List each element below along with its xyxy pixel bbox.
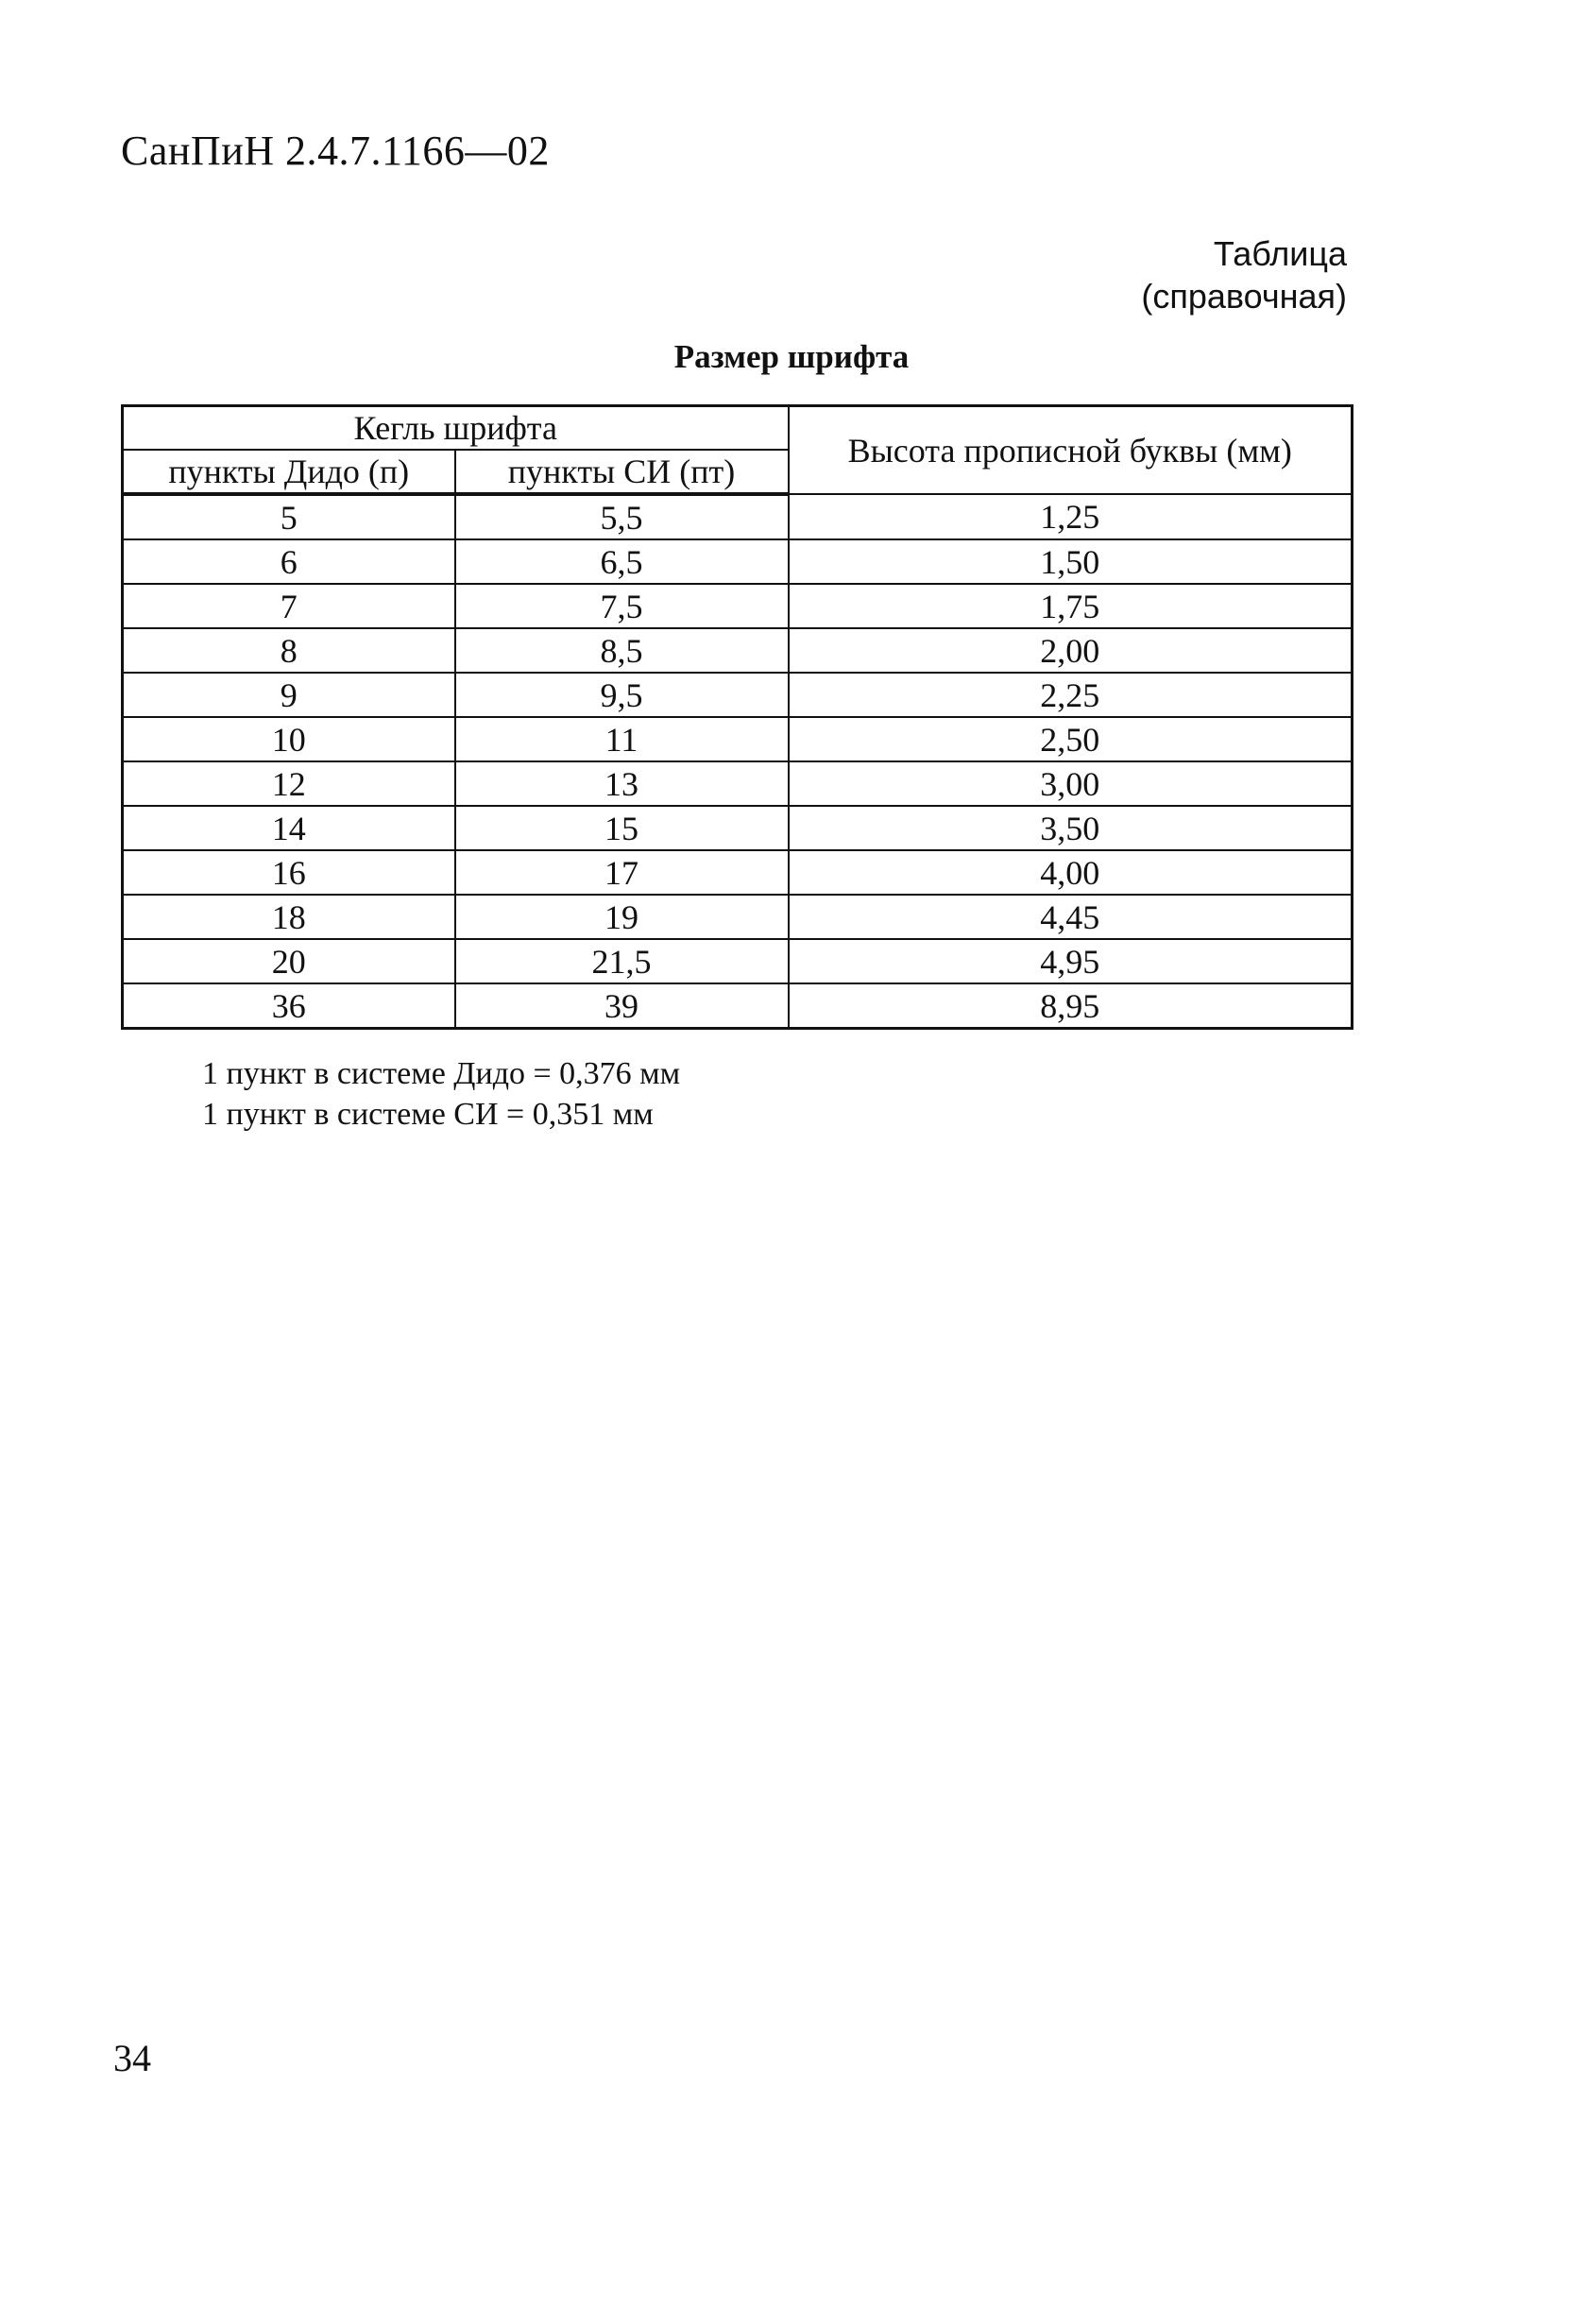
cell-si-points: 9,5 bbox=[455, 673, 789, 717]
cell-si-points: 7,5 bbox=[455, 584, 789, 628]
table-row bbox=[123, 850, 1353, 895]
cell-dido-points: 9 bbox=[123, 673, 455, 717]
cell-dido-points: 10 bbox=[123, 717, 455, 761]
cell-dido-points: 7 bbox=[123, 584, 455, 628]
table-notes bbox=[202, 1053, 680, 1135]
cell-dido-points: 8 bbox=[123, 628, 455, 673]
header-dido-points: пункты Дидо (п) bbox=[123, 450, 455, 494]
table-row bbox=[123, 983, 1353, 1029]
cell-si-points: 21,5 bbox=[455, 939, 789, 983]
cell-si-points: 19 bbox=[455, 895, 789, 939]
cell-letter-height: 1,50 bbox=[789, 539, 1353, 584]
cell-si-points: 6,5 bbox=[455, 539, 789, 584]
page-number: 34 bbox=[113, 2037, 151, 2079]
cell-si-points: 17 bbox=[455, 850, 789, 895]
cell-dido-points: 14 bbox=[123, 806, 455, 850]
table-label-line1: Таблица bbox=[1213, 234, 1347, 273]
cell-letter-height: 2,25 bbox=[789, 673, 1353, 717]
table-label-line2: (справочная) bbox=[1141, 277, 1347, 316]
table-row bbox=[123, 584, 1353, 628]
cell-dido-points: 36 bbox=[123, 983, 455, 1029]
table-row bbox=[123, 761, 1353, 806]
table-row bbox=[123, 673, 1353, 717]
note-si: 1 пункт в системе СИ = 0,351 мм bbox=[202, 1097, 654, 1132]
table-row bbox=[123, 494, 1353, 539]
cell-dido-points: 18 bbox=[123, 895, 455, 939]
table-label bbox=[1141, 232, 1347, 317]
cell-dido-points: 12 bbox=[123, 761, 455, 806]
cell-letter-height: 4,95 bbox=[789, 939, 1353, 983]
cell-letter-height: 2,50 bbox=[789, 717, 1353, 761]
header-si-points: пункты СИ (пт) bbox=[455, 450, 789, 494]
table-row bbox=[123, 539, 1353, 584]
cell-si-points: 5,5 bbox=[455, 494, 789, 539]
cell-letter-height: 1,75 bbox=[789, 584, 1353, 628]
header-capital-letter-height: Высота прописной буквы (мм) bbox=[789, 406, 1353, 495]
table-row bbox=[123, 806, 1353, 850]
cell-si-points: 11 bbox=[455, 717, 789, 761]
note-dido: 1 пункт в системе Дидо = 0,376 мм bbox=[202, 1056, 681, 1091]
cell-letter-height: 4,00 bbox=[789, 850, 1353, 895]
table-row bbox=[123, 628, 1353, 673]
cell-si-points: 15 bbox=[455, 806, 789, 850]
table-row bbox=[123, 939, 1353, 983]
cell-si-points: 8,5 bbox=[455, 628, 789, 673]
cell-letter-height: 8,95 bbox=[789, 983, 1353, 1029]
cell-dido-points: 5 bbox=[123, 494, 455, 539]
cell-letter-height: 4,45 bbox=[789, 895, 1353, 939]
cell-si-points: 13 bbox=[455, 761, 789, 806]
table-body bbox=[123, 494, 1353, 1029]
table-header-row bbox=[123, 406, 1353, 451]
document-code: СанПиН 2.4.7.1166—02 bbox=[121, 128, 550, 174]
cell-letter-height: 1,25 bbox=[789, 494, 1353, 539]
table-row bbox=[123, 717, 1353, 761]
header-font-size-group: Кегль шрифта bbox=[123, 406, 789, 451]
cell-letter-height: 2,00 bbox=[789, 628, 1353, 673]
cell-dido-points: 16 bbox=[123, 850, 455, 895]
cell-letter-height: 3,50 bbox=[789, 806, 1353, 850]
cell-si-points: 39 bbox=[455, 983, 789, 1029]
table-row bbox=[123, 895, 1353, 939]
table-title: Размер шрифта bbox=[673, 338, 910, 375]
cell-dido-points: 20 bbox=[123, 939, 455, 983]
cell-letter-height: 3,00 bbox=[789, 761, 1353, 806]
font-size-table bbox=[121, 404, 1353, 1030]
cell-dido-points: 6 bbox=[123, 539, 455, 584]
